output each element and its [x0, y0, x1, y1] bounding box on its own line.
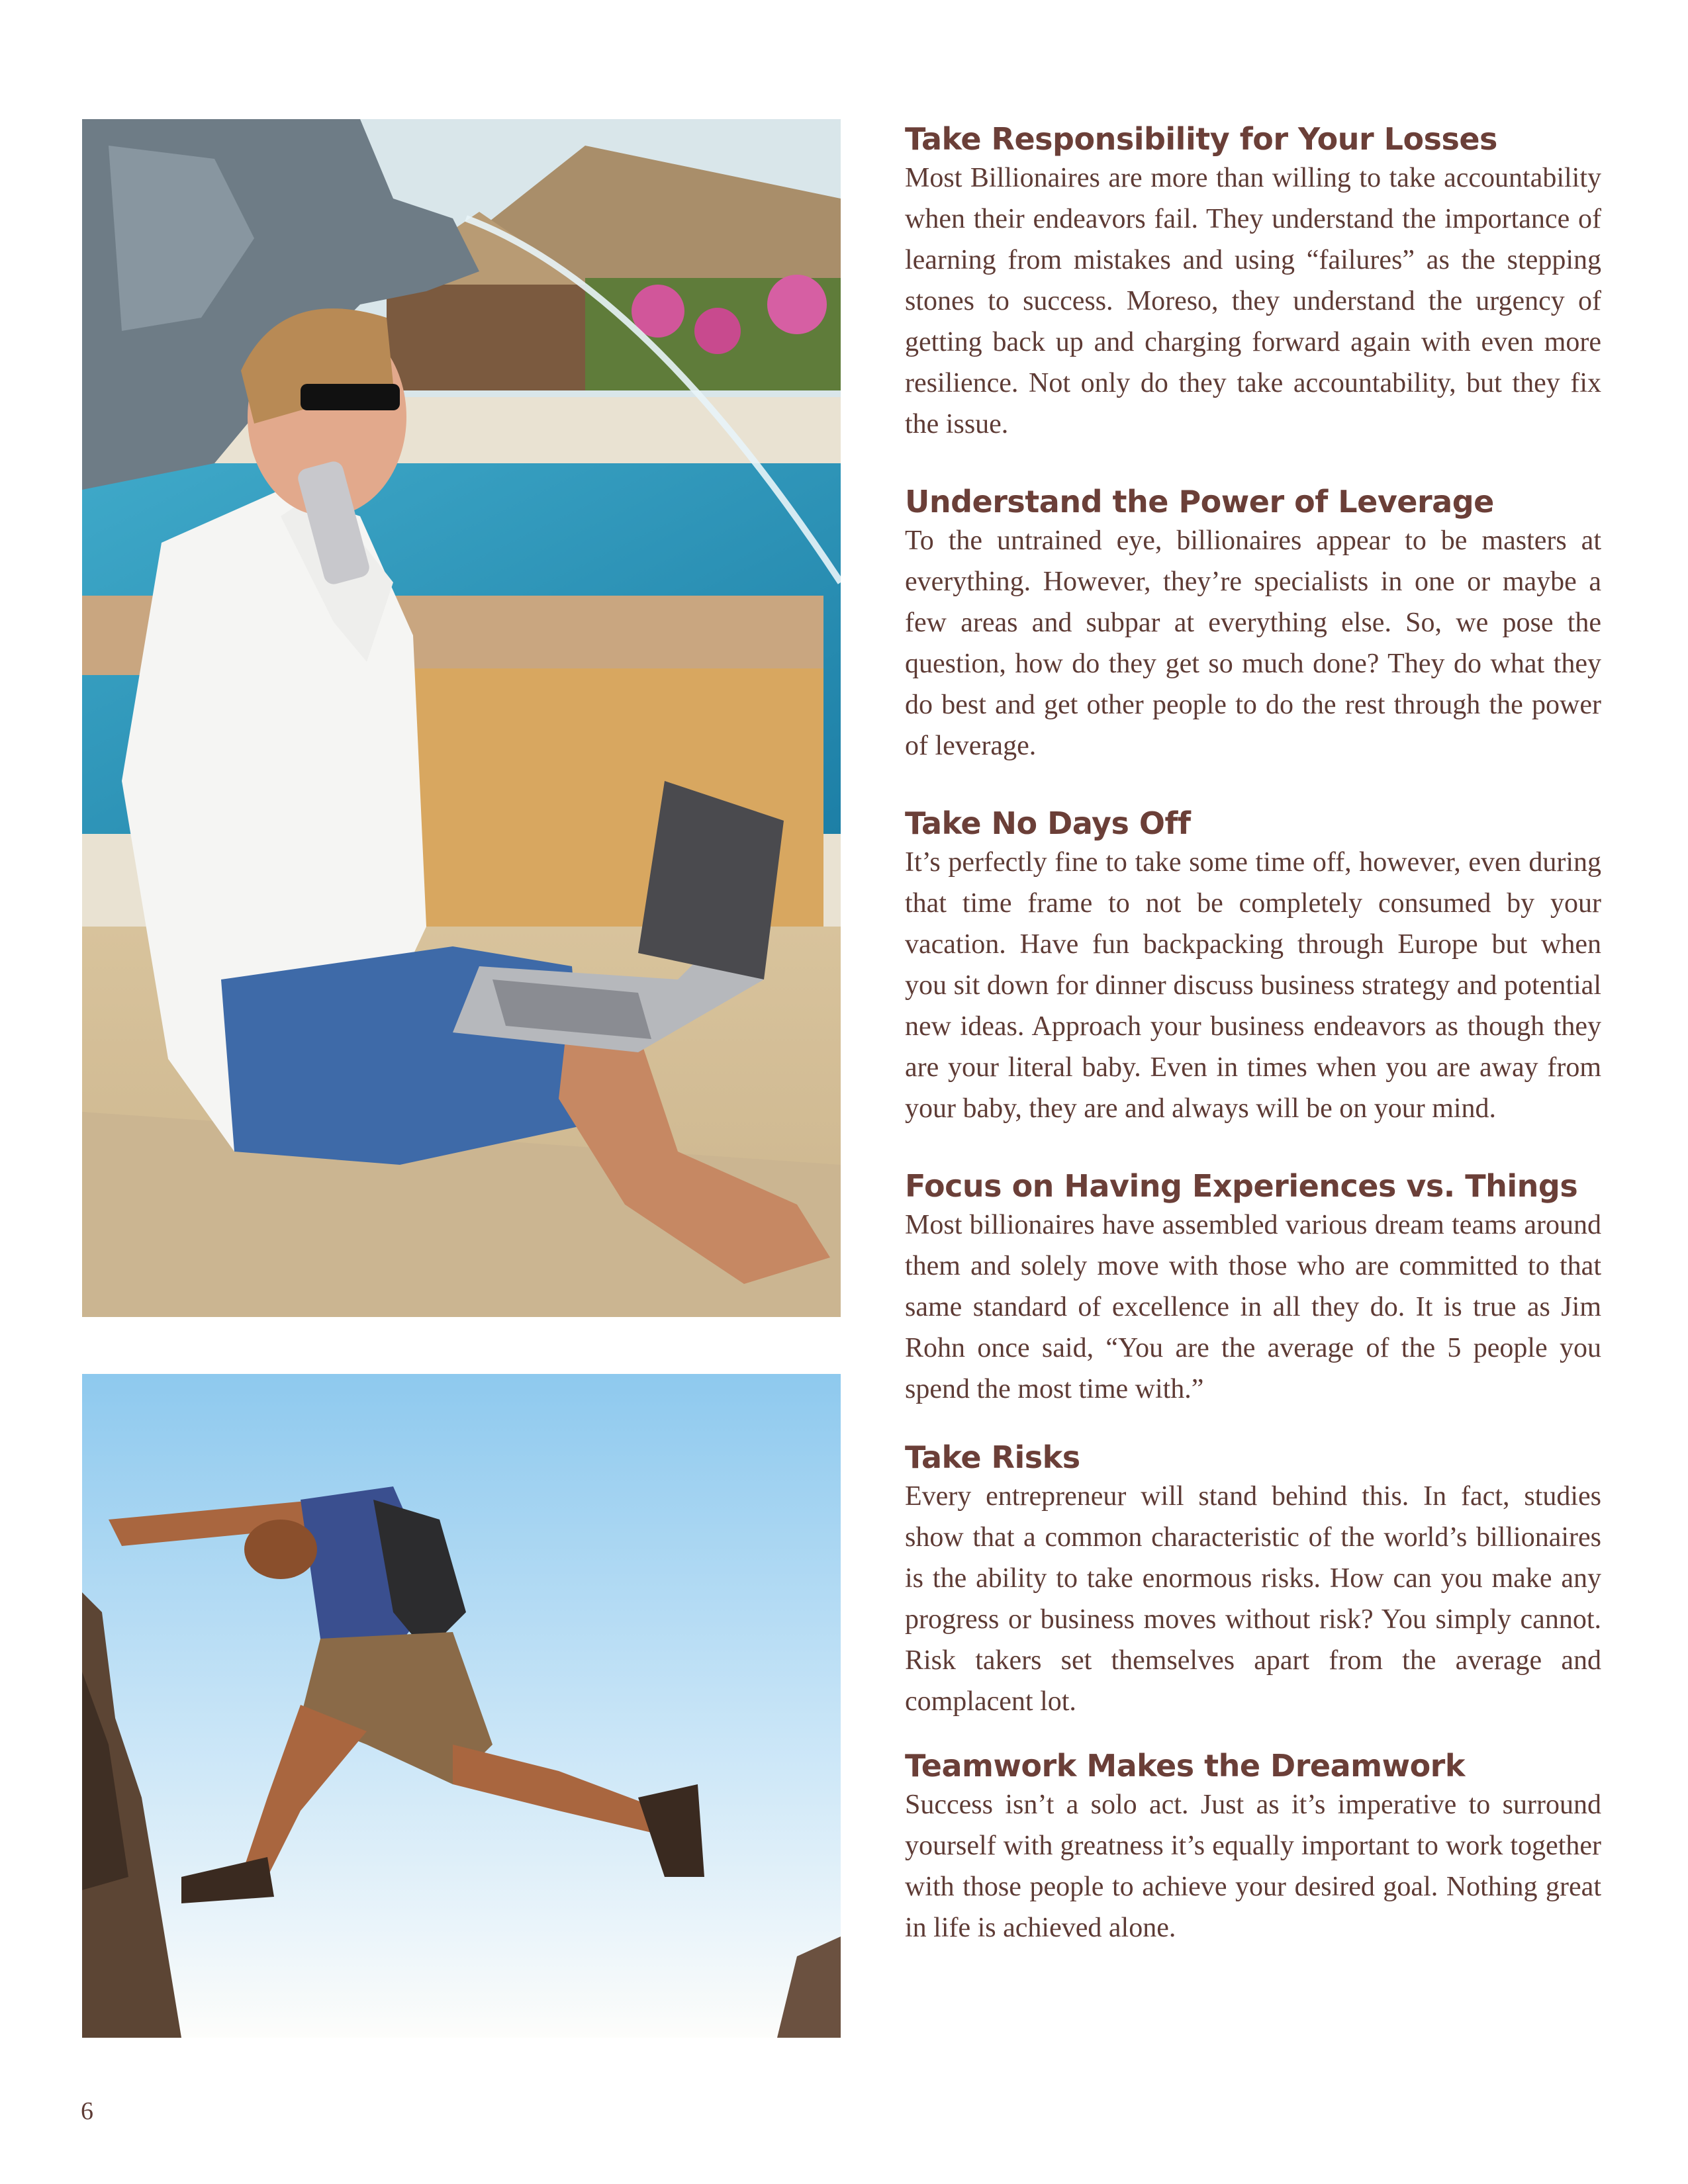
section-body: Success isn’t a solo act. Just as it’s imperative to surround yourself with greatness it’s equally important to work together with those people to achieve your desired goal. Nothing great in life is achieved alone.: [905, 1790, 1601, 1943]
section-no-days-off: [905, 805, 1601, 1129]
article-column: [905, 120, 1601, 1987]
section-power-of-leverage: [905, 483, 1601, 766]
section-take-responsibility: [905, 120, 1601, 445]
section-heading: Teamwork Makes the Dreamwork: [905, 1748, 1465, 1784]
section-heading: Take No Days Off: [905, 805, 1191, 841]
section-body: It’s perfectly fine to take some time off, however, even during that time frame to not be completely consumed by your vacation. Have fun backpacking through Europe but when you sit down for dinner discuss business strategy and potential new ideas. Approach your business endeavors as though they are your literal baby. Even in times when you are away from your baby, they are and always will be on your mind.: [905, 847, 1601, 1124]
section-heading: Take Risks: [905, 1439, 1080, 1475]
section-body: Most Billionaires are more than willing to take accountability when their endeavors fail. They understand the importance of learning from mistakes and using “failures” as the stepping stones to success. Moreso, they understand the urgency of getting back up and charging forward again with even more resilience. Not only do they take accountability, but they fix the issue.: [905, 163, 1601, 439]
man-working-by-pool-photo: [82, 119, 841, 1317]
section-teamwork: [905, 1747, 1601, 1948]
section-heading: Focus on Having Experiences vs. Things: [905, 1168, 1578, 1204]
page-number: 6: [81, 2097, 93, 2125]
section-body: Every entrepreneur will stand behind this. In fact, studies show that a common characteristic of the world’s billionaires is the ability to take enormous risks. How can you make any progress or business moves without risk? You simply cannot. Risk takers set themselves apart from the average and complacent lot.: [905, 1481, 1601, 1717]
man-jumping-between-rocks-photo: [82, 1374, 841, 2038]
section-experiences-vs-things: [905, 1167, 1601, 1410]
section-take-risks: [905, 1439, 1601, 1722]
section-body: Most billionaires have assembled various dream teams around them and solely move with those who are committed to that same standard of excellence in all they do. It is true as Jim Rohn once said, “You are the average of the 5 people you spend the most time with.”: [905, 1210, 1601, 1404]
section-heading: Understand the Power of Leverage: [905, 484, 1494, 520]
section-heading: Take Responsibility for Your Losses: [905, 121, 1497, 157]
section-body: To the untrained eye, billionaires appear to be masters at everything. However, they’re specialists in one or maybe a few areas and subpar at everything else. So, we pose the question, how do they get so much done? They do what they do best and get other people to do the rest through the power of leverage.: [905, 525, 1601, 761]
